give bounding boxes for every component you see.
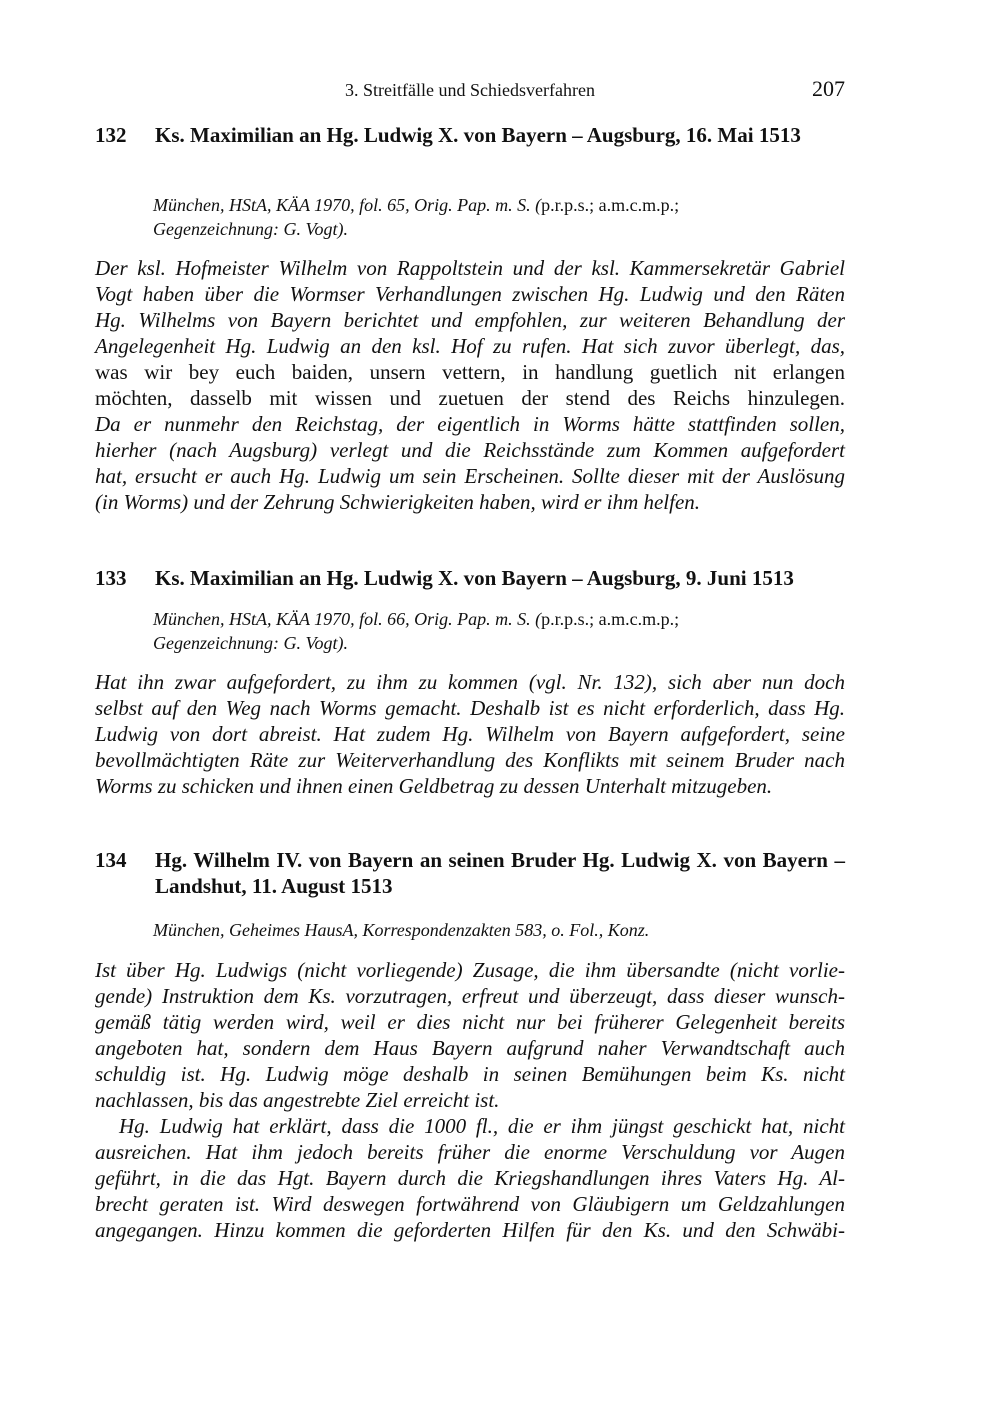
summary-line: Angelegenheit Hg. Ludwig an den ksl. Hof zu rufen. Hat sich zuvor überlegt, das, — [95, 334, 845, 358]
entry-heading: Hg. Wilhelm IV. von Bayern an seinen Bruder Hg. Ludwig X. von Bayern – Landshut, 11. August 1513 — [155, 848, 845, 898]
summary-line: Hat ihn zwar aufgefordert, zu ihm zu kommen (vgl. Nr. 132), sich aber nun doch — [95, 670, 845, 694]
summary-line: selbst auf den Weg nach Worms gemacht. Deshalb ist es nicht erforderlich, dass Hg. — [95, 696, 845, 720]
summary-line: gemäß tätig werden wird, weil er dies nicht nur bei früherer Gelegenheit bereits — [95, 1010, 845, 1034]
summary-line: hat, ersucht er auch Hg. Ludwig um sein Erscheinen. Sollte dieser mit der Auslösung — [95, 464, 845, 488]
summary-line: (in Worms) und der Zehrung Schwierigkeiten haben, wird er ihm helfen. — [95, 490, 701, 514]
entry-summary — [95, 255, 845, 515]
summary-line: ausreichen. Hat ihm jedoch bereits früher die enorme Verschuldung vor Augen — [95, 1140, 845, 1164]
summary-line: möchten, dasselb mit wissen und zuetuen der stend des Reichs hinzulegen. — [95, 386, 845, 410]
summary-line: Ludwig von dort abreist. Hat zudem Hg. Wilhelm von Bayern aufgefordert, seine — [95, 722, 845, 746]
summary-line: bevollmächtigten Räte zur Weiterverhandlung des Konflikts mit seinem Bruder nach — [95, 748, 845, 772]
summary-line: brecht geraten ist. Wird deswegen fortwährend von Gläubigern um Geldzahlungen — [95, 1192, 845, 1216]
summary-line: Worms zu schicken und ihnen einen Geldbetrag zu dessen Unterhalt mitzugeben. — [95, 774, 773, 798]
summary-line: hierher (nach Augsburg) verlegt und die Reichsstände zum Kommen aufgefordert — [95, 438, 845, 462]
source-citation: München, HStA, KÄA 1970, fol. 66, Orig. Pap. m. S. ( — [153, 609, 542, 629]
summary-line: Hg. Ludwig hat erklärt, dass die 1000 fl., die er ihm jüngst geschickt hat, nicht — [119, 1114, 845, 1138]
source-formula: p.r.p.s.; — [541, 609, 595, 629]
summary-line: angeboten hat, sondern dem Haus Bayern aufgrund naher Verwandtschaft auch — [95, 1036, 845, 1060]
entry-number: 133 — [95, 566, 127, 590]
summary-line: Vogt haben über die Wormser Verhandlungen zwischen Hg. Ludwig und den Räten — [95, 282, 845, 306]
summary-line: gende) Instruktion dem Ks. vorzutragen, erfreut und überzeugt, dass dieser wunsch- — [95, 984, 845, 1008]
summary-line: was wir bey euch baiden, unsern vettern, in handlung guetlich nit erlangen — [95, 360, 845, 384]
summary-line: geführt, in die das Hgt. Bayern durch die Kriegshandlungen ihres Vaters Hg. Al- — [95, 1166, 845, 1190]
entry-source — [153, 607, 845, 655]
source-citation: München, Geheimes HausA, Korrespondenzakten 583, o. Fol., Konz. — [153, 920, 650, 940]
entry-heading: Ks. Maximilian an Hg. Ludwig X. von Bayern – Augsburg, 9. Juni 1513 — [155, 566, 794, 590]
entry-number: 134 — [95, 848, 127, 872]
summary-line: Da er nunmehr den Reichstag, der eigentlich in Worms hätte stattfinden sollen, — [95, 412, 845, 436]
source-countersign: Gegenzeichnung: G. Vogt). — [153, 219, 348, 239]
summary-line: angegangen. Hinzu kommen die geforderten Hilfen für den Ks. und den Schwäbi- — [95, 1218, 845, 1242]
entry-title — [95, 847, 845, 899]
entry-heading: Ks. Maximilian an Hg. Ludwig X. von Bayern – Augsburg, 16. Mai 1513 — [155, 123, 801, 147]
entry-summary — [95, 669, 845, 799]
entry-title — [95, 565, 845, 591]
source-countersign: Gegenzeichnung: G. Vogt). — [153, 633, 348, 653]
summary-line: Hg. Wilhelms von Bayern berichtet und empfohlen, zur weiteren Behandlung der — [95, 308, 845, 332]
page-number: 207 — [812, 76, 845, 101]
source-formula: a.m.c.m.p.; — [594, 195, 680, 215]
page-header — [95, 76, 845, 106]
entry-source — [153, 918, 845, 942]
entry-title — [95, 122, 845, 148]
summary-line: schuldig ist. Hg. Ludwig möge deshalb in seinen Bemühungen beim Ks. nicht — [95, 1062, 845, 1086]
entry-number: 132 — [95, 123, 127, 147]
entry-summary — [95, 957, 845, 1243]
summary-line: Der ksl. Hofmeister Wilhelm von Rappoltstein und der ksl. Kammersekretär Gabriel — [95, 256, 845, 280]
summary-line: nachlassen, bis das angestrebte Ziel erreicht ist. — [95, 1088, 500, 1112]
source-formula: a.m.c.m.p.; — [594, 609, 680, 629]
entry-source — [153, 193, 845, 241]
summary-line: Ist über Hg. Ludwigs (nicht vorliegende) Zusage, die ihm übersandte (nicht vorlie- — [95, 958, 845, 982]
source-citation: München, HStA, KÄA 1970, fol. 65, Orig. Pap. m. S. ( — [153, 195, 542, 215]
running-title: 3. Streitfälle und Schiedsverfahren — [345, 80, 595, 100]
source-formula: p.r.p.s.; — [541, 195, 595, 215]
